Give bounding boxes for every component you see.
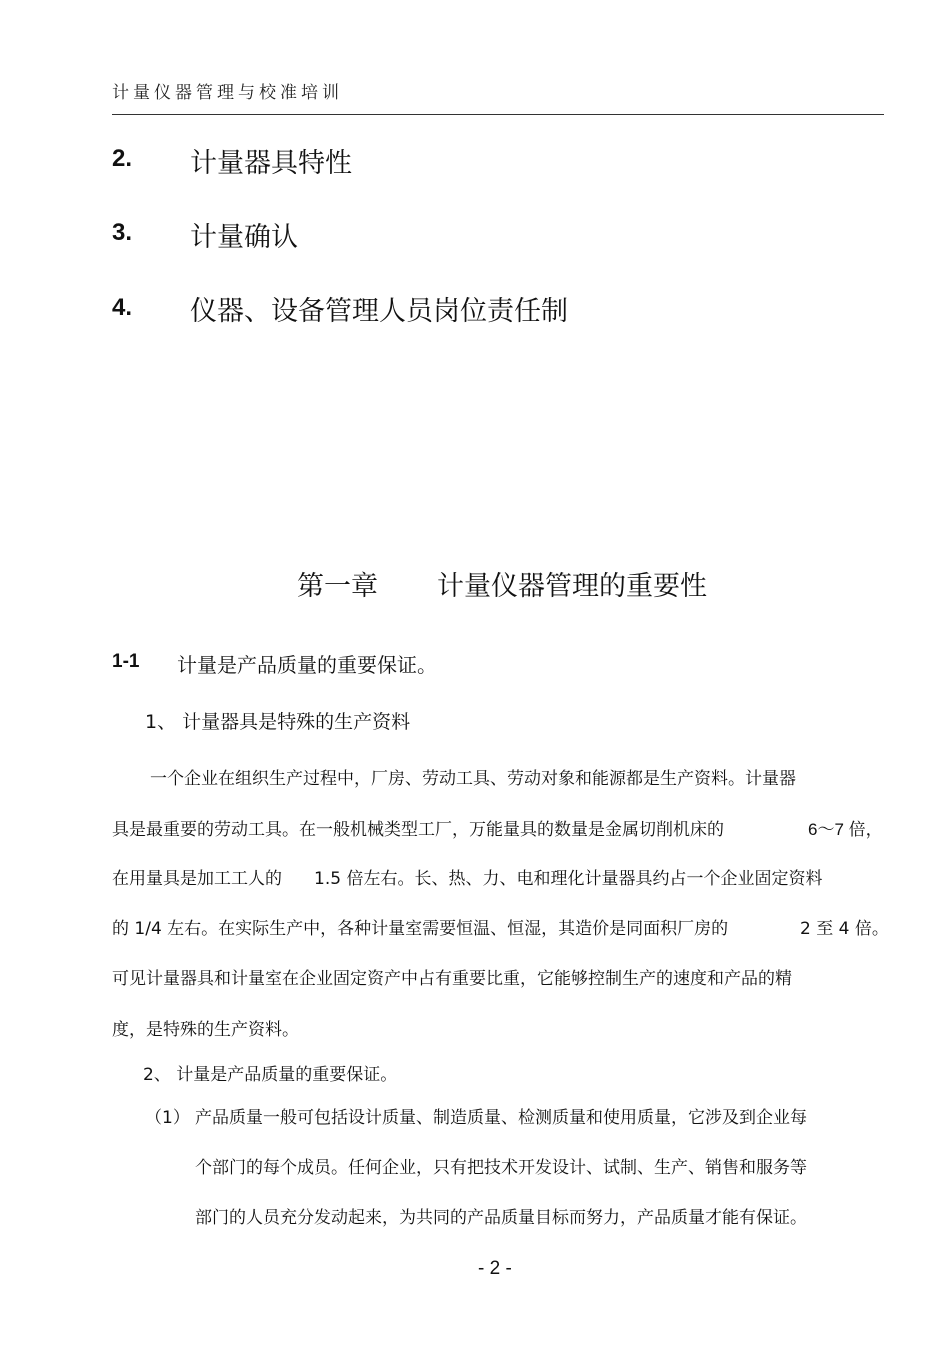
paragraph-line: 度，是特殊的生产资料。 — [112, 1020, 299, 1040]
section-number: 1-1 — [112, 651, 140, 672]
paragraph-line: 具是最重要的劳动工具。在一般机械类型工厂，万能量具的数量是金属切削机床的 — [112, 820, 724, 840]
running-header: 计量仪器管理与校准培训 — [112, 83, 343, 103]
list-item-line: 个部门的每个成员。任何企业，只有把技术开发设计、试制、生产、销售和服务等 — [195, 1158, 807, 1178]
page-number: - 2 - — [478, 1258, 512, 1279]
toc-item-number: 3. — [112, 219, 133, 246]
paragraph-line: 可见计量器具和计量室在企业固定资产中占有重要比重，它能够控制生产的速度和产品的精 — [112, 969, 792, 989]
toc-item-number: 4. — [112, 294, 133, 321]
paragraph-line: 1.5 倍左右。长、热、力、电和理化计量器具约占一个企业固定资料 — [314, 869, 823, 889]
paragraph-line: 6～7 倍， — [808, 820, 883, 839]
subsection-heading: 2、 计量是产品质量的重要保证。 — [143, 1065, 398, 1085]
paragraph-line: 在用量具是加工工人的 — [112, 869, 282, 889]
paragraph-line: 一个企业在组织生产过程中，厂房、劳动工具、劳动对象和能源都是生产资料。计量器 — [150, 769, 796, 789]
paragraph-line: 2 至 4 倍。 — [800, 919, 889, 939]
section-title: 计量是产品质量的重要保证。 — [177, 653, 437, 677]
toc-item-text: 计量确认 — [190, 222, 298, 253]
list-item-line: 部门的人员充分发动起来，为共同的产品质量目标而努力，产品质量才能有保证。 — [195, 1208, 807, 1228]
list-item-line: 产品质量一般可包括设计质量、制造质量、检测质量和使用质量，它涉及到企业每 — [195, 1108, 807, 1128]
header-rule — [112, 114, 884, 115]
chapter-title: 计量仪器管理的重要性 — [437, 571, 707, 602]
toc-item-number: 2. — [112, 145, 133, 172]
subsection-heading: 1、 计量器具是特殊的生产资料 — [145, 711, 411, 733]
toc-item-text: 仪器、设备管理人员岗位责任制 — [190, 296, 568, 327]
chapter-label: 第一章 — [297, 571, 378, 602]
paragraph-line: 的 1/4 左右。在实际生产中，各种计量室需要恒温、恒湿，其造价是同面积厂房的 — [112, 919, 729, 939]
toc-item-text: 计量器具特性 — [190, 148, 352, 179]
list-item-marker: （1） — [145, 1108, 190, 1128]
